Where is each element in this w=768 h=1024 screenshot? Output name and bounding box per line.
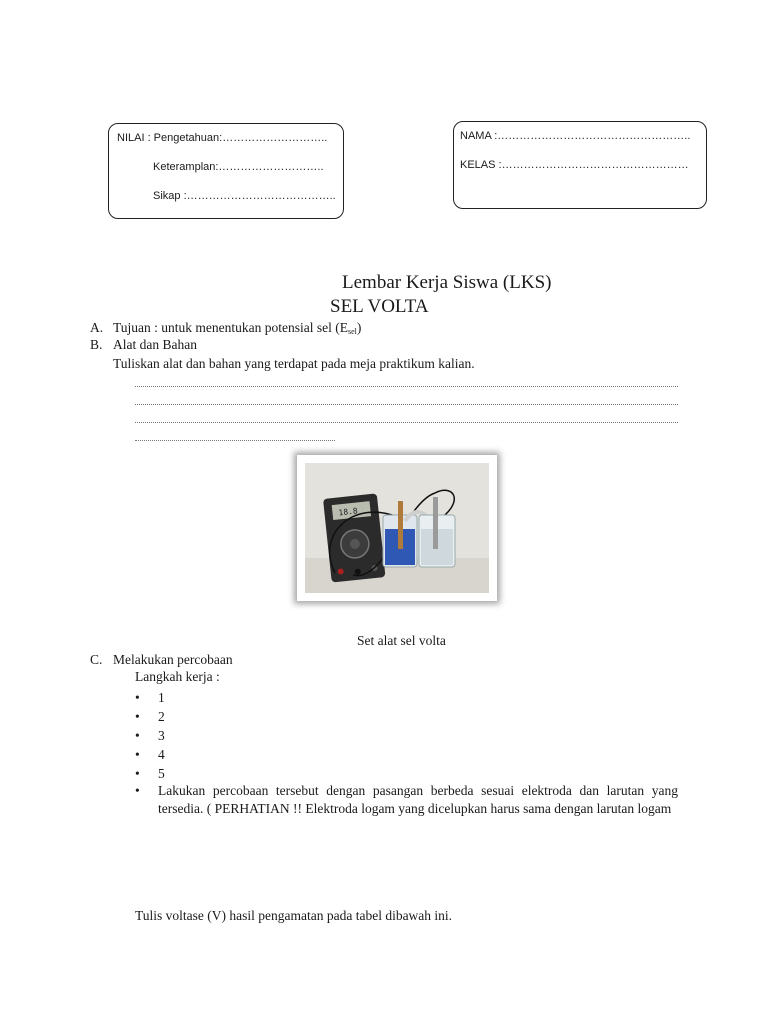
- step-item: • 2: [135, 707, 165, 726]
- steps-list: [135, 688, 165, 783]
- step-long-text: Lakukan percobaan tersebut dengan pasangan berbeda sesuai elektroda dan larutan yang tersedia. ( PERHATIAN !! Elektroda logam yang dicelupkan harus sama dengan larutan logam: [158, 783, 678, 816]
- answer-line-4[interactable]: [135, 439, 335, 441]
- page-title: Lembar Kerja Siswa (LKS): [342, 272, 552, 293]
- step-item: • 4: [135, 745, 165, 764]
- step-item: • 3: [135, 726, 165, 745]
- esel-subscript: sel: [347, 327, 357, 336]
- answer-line-2[interactable]: [135, 403, 678, 405]
- image-caption: Set alat sel volta: [357, 633, 446, 648]
- kelas-line: KELAS :……………………………………………: [460, 159, 689, 171]
- section-b-instruction: Tuliskan alat dan bahan yang terdapat pada meja praktikum kalian.: [113, 356, 475, 371]
- section-c-marker: C.: [90, 652, 103, 667]
- page-subtitle: SEL VOLTA: [330, 296, 429, 317]
- svg-text:18.8: 18.8: [338, 506, 359, 518]
- section-b-marker: B.: [90, 337, 103, 352]
- section-a-text: [113, 320, 361, 336]
- step-item: • 5: [135, 764, 165, 783]
- step-item-long: [135, 782, 678, 818]
- nilai-box: [108, 123, 344, 219]
- closing-instruction: Tulis voltase (V) hasil pengamatan pada tabel dibawah ini.: [135, 908, 453, 923]
- nama-line: NAMA :……………………………………………..: [460, 130, 691, 142]
- section-a-marker: A.: [90, 320, 104, 335]
- nama-box: [453, 121, 707, 209]
- sel-volta-photo: [297, 455, 497, 601]
- step-item: • 1: [135, 688, 165, 707]
- langkah-kerja-label: Langkah kerja :: [135, 669, 220, 684]
- nilai-sikap-line: Sikap :…………………………………..: [153, 190, 336, 202]
- answer-line-1[interactable]: [135, 385, 678, 387]
- answer-line-3[interactable]: [135, 421, 678, 423]
- bullet-icon: •: [135, 783, 140, 798]
- sel-volta-apparatus-image: [305, 463, 489, 593]
- section-b-heading: Alat dan Bahan: [113, 337, 197, 352]
- section-c-heading: Melakukan percobaan: [113, 652, 233, 667]
- section-a-close: ): [356, 320, 362, 335]
- nilai-pengetahuan-line: NILAI : Pengetahuan:………………………..: [117, 132, 328, 144]
- section-a-tujuan: Tujuan : untuk menentukan potensial sel (E: [113, 320, 348, 335]
- nilai-keterampilan-line: Keteramplan:………………………..: [153, 161, 324, 173]
